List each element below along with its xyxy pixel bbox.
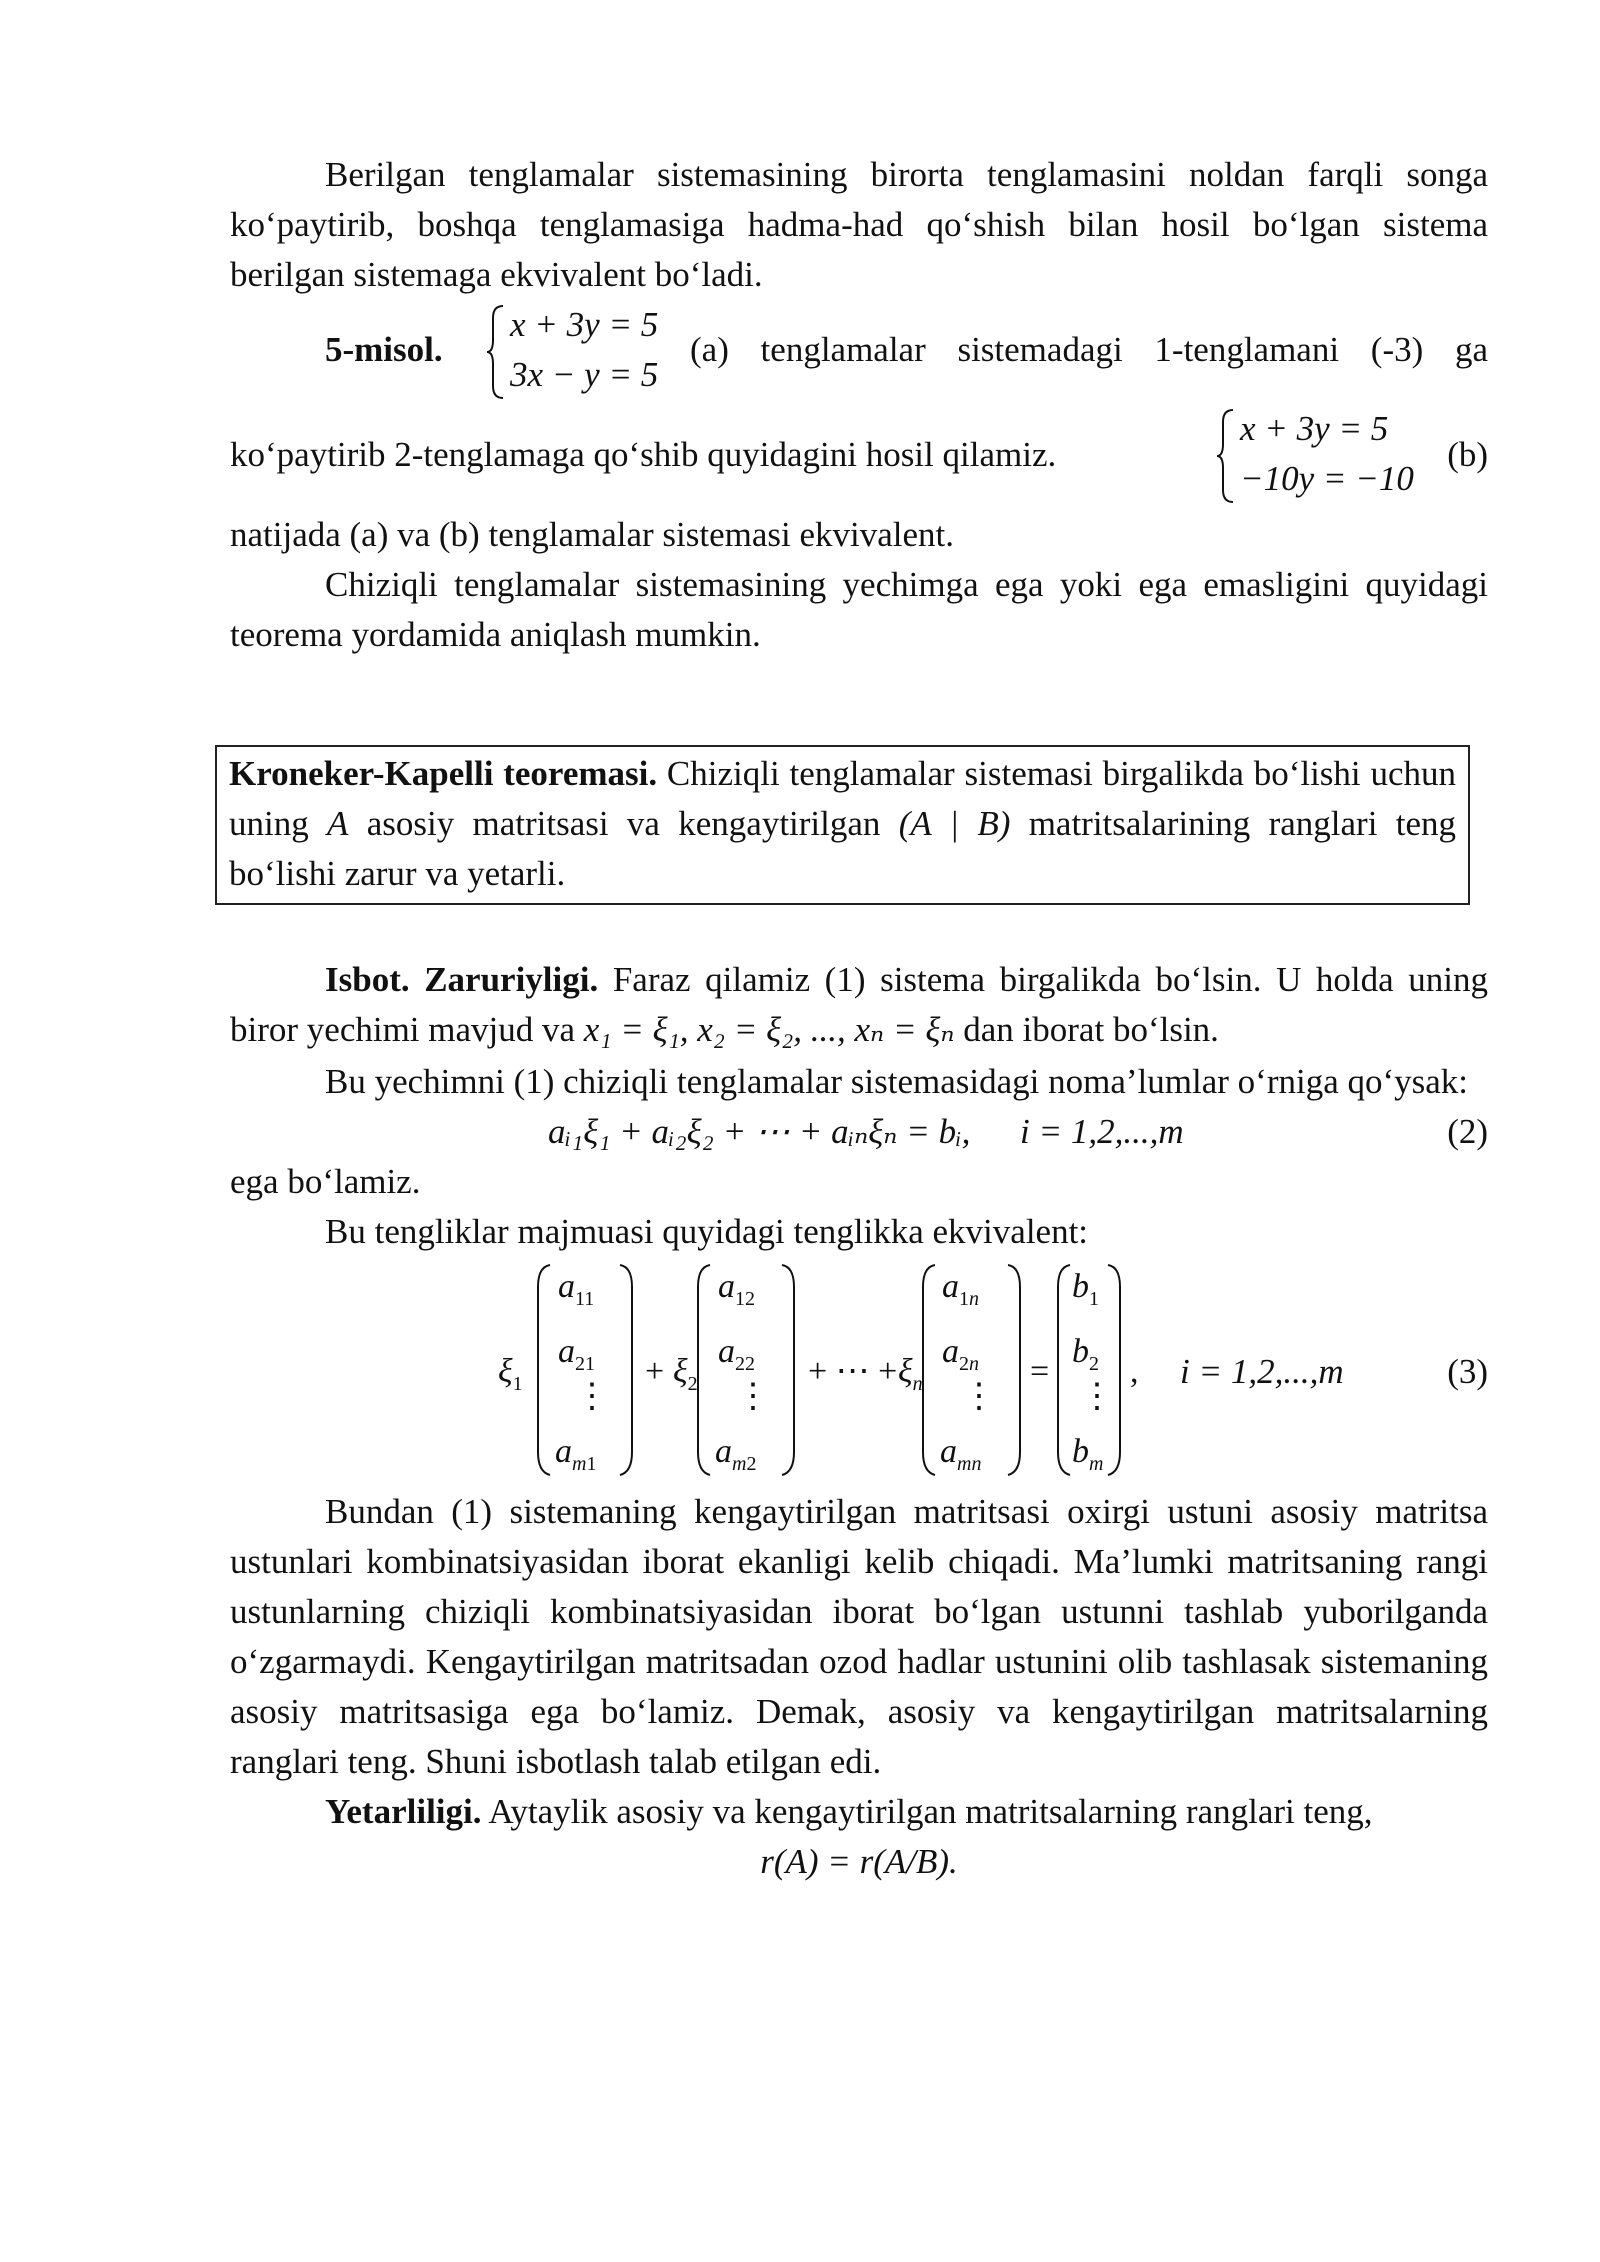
svg-text:am1: $a_m1$: [555, 1433, 597, 1475]
paragraph-teorema-intro: Chiziqli tenglamalar sistemasining yechimga ega yoki ega emasligini quyidagi teorema yordamida aniqlash mumkin.: [230, 565, 1488, 654]
svg-text:+ ⋯ +: + ⋯ +: [808, 1353, 898, 1390]
equation-2-formula: aᵢ₁ξ₁ + aᵢ₂ξ₂ + ⋯ + aᵢₙξₙ = bᵢ,: [548, 1112, 971, 1151]
theorem-text: Kroneker-Kapelli teoremasi. Chiziqli tenglamalar sistemasi birgalikda bo‘lishi uchun uning A asosiy matritsasi va kengaytirilgan (A | B) matritsalarining ranglari teng bo‘lishi zarur va yetarli.: [229, 754, 1456, 893]
equation-3-number: (3): [1447, 1352, 1488, 1391]
xi-1: $\xi_1$: [498, 1353, 523, 1395]
sufficiency-title: Yetarliligi.: [325, 1792, 482, 1831]
example-text-a: (a) tenglamalar sistemadagi 1-tenglamani (-3) ga: [690, 330, 1488, 369]
svg-text:⋮: ⋮: [1080, 1378, 1114, 1415]
example-text-b: ko‘paytirib 2-tenglamaga qo‘shib quyidagini hosil qilamiz.: [230, 435, 1057, 474]
after-eq2: ega bo‘lamiz.: [230, 1162, 421, 1201]
intro-paragraph: Berilgan tenglamalar sistemasining birorta tenglamasini noldan farqli songa ko‘paytirib, boshqa tenglamasiga hadma-had qo‘shish bilan hosil bo‘lgan sistema berilgan sistemaga ekvivalent bo‘ladi.: [230, 155, 1488, 294]
svg-text:am2: $a_m2$: [715, 1433, 757, 1475]
example-label: 5-misol.: [325, 330, 443, 369]
system-b-brace: [1215, 408, 1237, 504]
svg-text:ξ2: $\xi_2$: [673, 1353, 698, 1395]
svg-text:+: +: [645, 1353, 665, 1390]
svg-text:=: =: [1030, 1353, 1050, 1390]
theorem-box: [215, 745, 1470, 905]
solution-formula: x₁ = ξ₁, x₂ = ξ₂, ..., xₙ = ξₙ: [583, 1010, 955, 1049]
conclusion-paragraph: Bundan (1) sistemaning kengaytirilgan matritsasi oxirgi ustuni asosiy matritsa ustunlari kombinatsiyasidan iborat ekanligi kelib chiqadi. Ma’lumki matritsaning rangi ustunlarning chiziqli kombinatsiyasidan iborat bo‘lgan ustunni tashlab yuborilganda o‘zgarmaydi. Kengaytirilgan matritsadan ozod hadlar ustunini olib tashlasak sistemaning asosiy matritsasiga ega bo‘lamiz. Demak, asosiy va kengaytirilgan matritsalarning ranglari teng. Shuni isbotlash talab etilgan edi.: [230, 1492, 1488, 1781]
equation-3: [230, 1257, 1488, 1487]
proof-paragraph: Isbot. Zaruriyligi. Faraz qilamiz (1) sistema birgalikda bo‘lsin. U holda uning biror yechimi mavjud va x₁ = ξ₁, x₂ = ξ₂, ..., xₙ = ξₙ dan iborat bo‘lsin.: [230, 960, 1489, 1049]
svg-text:⋮: ⋮: [736, 1378, 770, 1415]
example-5: [230, 300, 1488, 400]
system-a-eq2: 3x − y = 5: [510, 355, 659, 394]
svg-text:⋮: ⋮: [962, 1378, 996, 1415]
system-a-brace: [485, 304, 507, 400]
svg-text:bm: $b_m$: [1072, 1433, 1104, 1475]
final-equation: r(A) = r(A/B).: [760, 1842, 958, 1881]
svg-text:,: ,: [1130, 1353, 1139, 1390]
proof-title: Isbot. Zaruriyligi.: [325, 960, 599, 999]
system-b-label: (b): [1447, 435, 1488, 474]
example-b: [230, 400, 1488, 510]
theorem-title: Kroneker-Kapelli teoremasi.: [229, 754, 658, 793]
svg-text:b2: $b_2$: [1072, 1333, 1099, 1375]
equation-2-number: (2): [1447, 1112, 1488, 1151]
equivalence-paragraph: Bu tengliklar majmuasi quyidagi tenglikka ekvivalent:: [325, 1212, 1089, 1251]
svg-text:a12: $a_{12}$: [718, 1268, 755, 1310]
equation-3-range: i = 1,2,...,m: [1180, 1352, 1344, 1391]
substitution-paragraph: Bu yechimni (1) chiziqli tenglamalar sistemasidagi noma’lumlar o‘rniga qo‘ysak:: [325, 1062, 1469, 1101]
proof-section: [230, 955, 1488, 1887]
page: [230, 150, 1488, 660]
svg-text:a1n: $a_1n$: [942, 1268, 979, 1310]
equation-2: [230, 1107, 1488, 1157]
svg-text:a21: $a_{21}$: [558, 1333, 595, 1375]
system-a-eq1: x + 3y = 5: [510, 305, 659, 344]
svg-text:a11: $a_{11}$: [558, 1268, 595, 1310]
example-result: natijada (a) va (b) tenglamalar sistemasi ekvivalent.: [230, 515, 955, 554]
svg-text:b1: $b_1$: [1072, 1268, 1099, 1310]
svg-text:ξn: $\xi_n$: [898, 1353, 923, 1395]
system-b-eq2: −10y = −10: [1240, 459, 1414, 498]
sufficiency-paragraph: Yetarliligi. Aytaylik asosiy va kengaytirilgan matritsalarning ranglari teng,: [325, 1792, 1373, 1831]
equation-2-range: i = 1,2,...,m: [1020, 1112, 1184, 1151]
system-b-eq1: x + 3y = 5: [1240, 409, 1389, 448]
svg-text:a22: $a_{22}$: [718, 1333, 755, 1375]
svg-text:⋮: ⋮: [575, 1378, 609, 1415]
svg-text:a2n: $a_2n$: [942, 1333, 979, 1375]
svg-text:amn: $a_{mn}$: [940, 1433, 982, 1475]
